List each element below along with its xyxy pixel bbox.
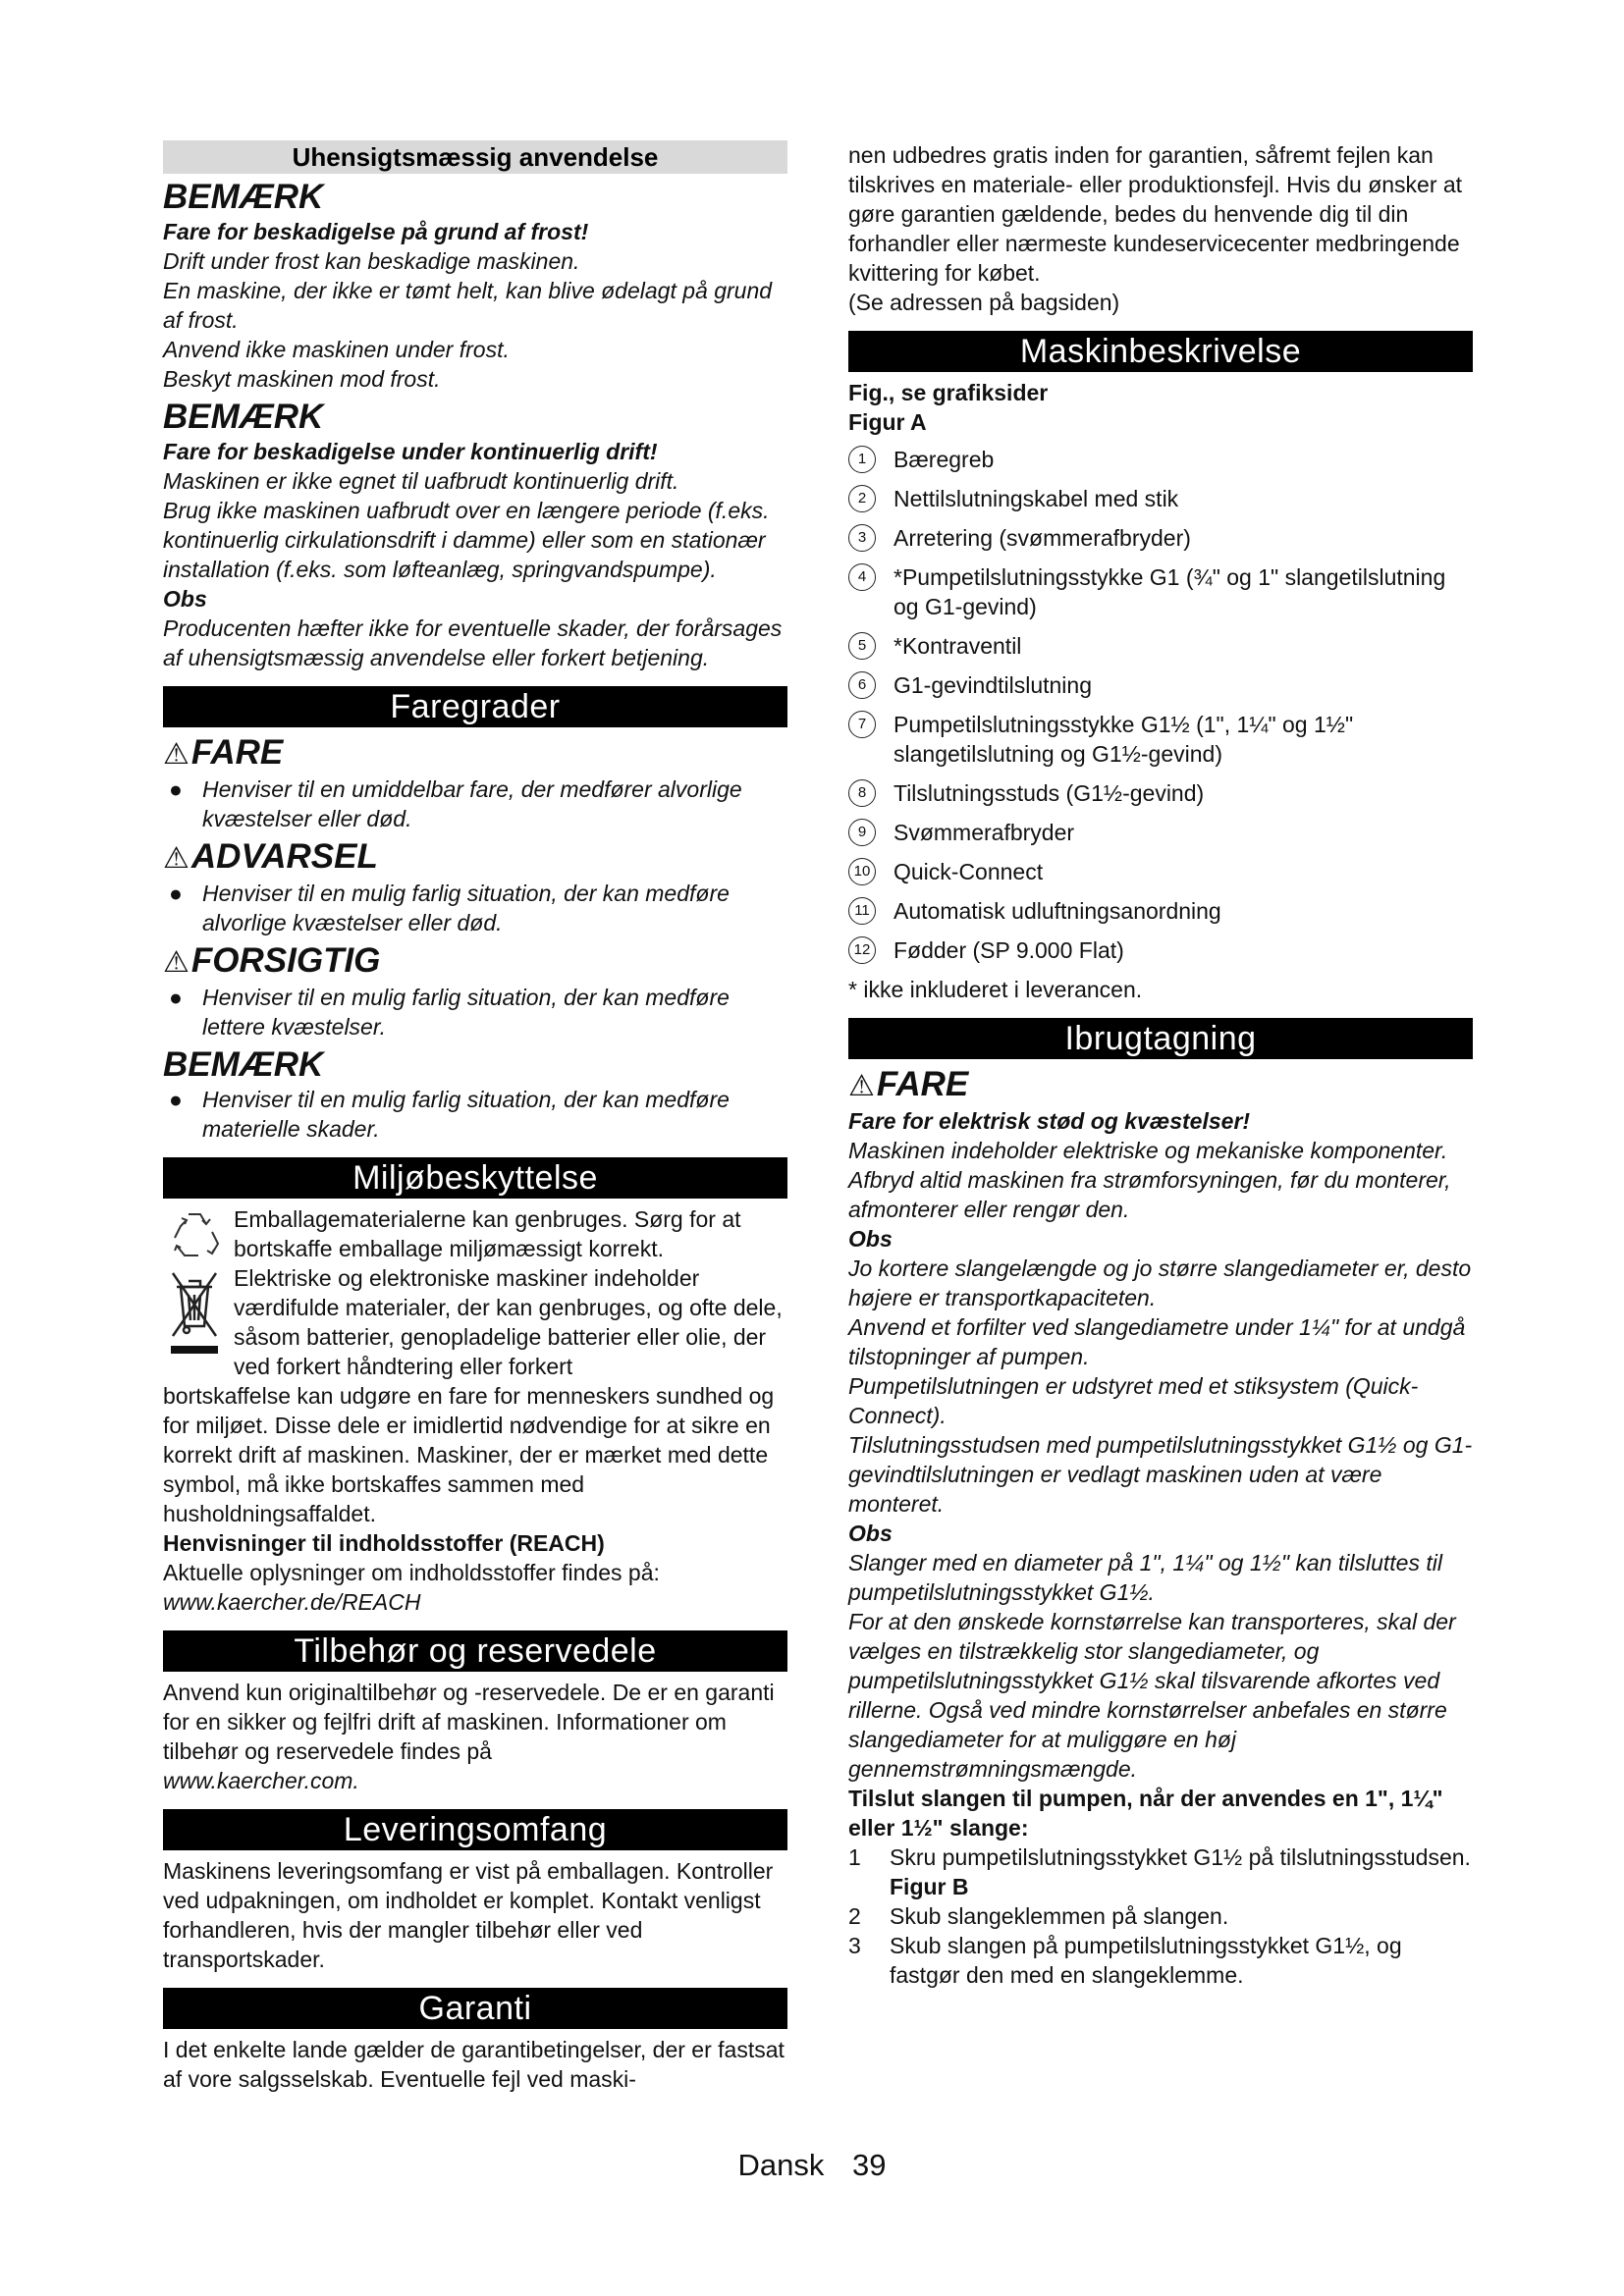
warranty-address-note: (Se adressen på bagsiden) (848, 290, 1120, 315)
warning-triangle-icon: ⚠ (848, 1070, 875, 1102)
parts-list-item: 7 Pumpetilslutningsstykke G1½ (1", 1¼" og 1½" slangetilslutning og G1½-gevind) (848, 710, 1473, 769)
obs-text: Tilslutningsstudsen med pumpetilslutningsstykket G1½ og G1-gevindtilslutningen er vedlagt maskinen uden at være monteret. (848, 1432, 1473, 1517)
notice-text: En maskine, der ikke er tømt helt, kan blive ødelagt på grund af frost. (163, 278, 773, 333)
number-circle-icon: 10 (848, 858, 876, 885)
delivery-text: Maskinens leveringsomfang er vist på emballagen. Kontroller ved udpakningen, om indholdet er komplet. Kontakt venligst forhandleren, hvis der mangler tilbehør eller ved transportskader. (163, 1858, 774, 1972)
obs-text: Anvend et forfilter ved slangediametre under 1¼" for at undgå tilstopninger af pumpen. (848, 1314, 1466, 1369)
obs-text: Slanger med en diameter på 1", 1¼" og 1½" kan tilsluttes til pumpetilslutningsstykket G1½. (848, 1550, 1442, 1605)
obs-label: Obs (163, 586, 207, 612)
parts-list-item: 12 Fødder (SP 9.000 Flat) (848, 935, 1473, 965)
number-circle-icon: 5 (848, 632, 876, 660)
notice-subtitle: Fare for beskadigelse under kontinuerlig drift! (163, 439, 658, 464)
notice-title: BEMÆRK (163, 398, 324, 436)
step-number: 1 (848, 1844, 861, 1870)
notice-title: BEMÆRK (163, 178, 324, 216)
hazard-danger-title (163, 733, 787, 774)
environment-weee (163, 1263, 787, 1381)
left-column (163, 140, 787, 2094)
figure-reference: Fig., se grafiksider (848, 380, 1049, 405)
notice-text: Brug ikke maskinen uafbrudt over en længere periode (f.eks. kontinuerlig cirkulationsdrift i damme) eller som en stationær installation (f.eks. som løfteanlæg, springvandspumpe). (163, 498, 770, 582)
number-circle-icon: 1 (848, 446, 876, 473)
section-header-scope-of-delivery: Leveringsomfang (163, 1809, 787, 1850)
section-header-accessories: Tilbehør og reservedele (163, 1630, 787, 1672)
warning-triangle-icon: ⚠ (163, 842, 189, 875)
hazard-caution-text: ● Henviser til en mulig farlig situation, der kan medføre lettere kvæstelser. (169, 985, 730, 1040)
obs-text: Producenten hæfter ikke for eventuelle skader, der forårsages af uhensigtsmæssig anvendelse eller forkert betjening. (163, 615, 783, 670)
environment-text: Emballagematerialerne kan genbruges. Sørg for at bortskaffe emballage miljømæssigt korrekt. (234, 1206, 741, 1261)
parts-list-item: 8 Tilslutningsstuds (G1½-gevind) (848, 778, 1473, 808)
connect-hose-title: Tilslut slangen til pumpen, når der anvendes en 1", 1¼" eller 1½" slange: (848, 1786, 1443, 1841)
warning-triangle-icon: ⚠ (163, 946, 189, 979)
hazard-caution-title (163, 941, 787, 983)
reach-title: Henvisninger til indholdsstoffer (REACH) (163, 1530, 605, 1556)
number-circle-icon: 4 (848, 563, 876, 591)
environment-recycling (163, 1204, 787, 1263)
hazard-notice-text: ● Henviser til en mulig farlig situation, der kan medføre materielle skader. (169, 1087, 730, 1142)
danger-text: Afbryd altid maskinen fra strømforsyningen, før du monterer, afmonterer eller rengør den. (848, 1167, 1451, 1222)
hazard-notice-title: BEMÆRK (163, 1045, 324, 1084)
step-number: 3 (848, 1933, 861, 1958)
reach-url[interactable]: www.kaercher.de/REACH (163, 1589, 421, 1615)
environment-weee-text: Elektriske og elektroniske maskiner indeholder værdifulde materialer, der kan genbruges, og ofte dele, såsom batterier, genopladelige batterier eller olie, der ved forkert håndtering eller forkert (234, 1265, 783, 1379)
obs-label: Obs (848, 1226, 893, 1252)
step-item: 2 Skub slangeklemmen på slangen. (848, 1903, 1229, 1929)
accessories-url[interactable]: www.kaercher.com. (163, 1768, 359, 1793)
obs-text: Pumpetilslutningen er udstyret med et stiksystem (Quick-Connect). (848, 1373, 1419, 1428)
number-circle-icon: 2 (848, 485, 876, 512)
page-footer (0, 2146, 1624, 2185)
step-number: 2 (848, 1903, 861, 1929)
hazard-warning-title (163, 837, 787, 879)
notice-text: Maskinen er ikke egnet til uafbrudt kontinuerlig drift. (163, 468, 679, 494)
footer-language: Dansk (737, 2148, 825, 2182)
right-column (848, 140, 1473, 1990)
obs-label: Obs (848, 1521, 893, 1546)
obs-text: Jo kortere slangelængde og jo større slangediameter er, desto højere er transportkapaciteten. (848, 1255, 1472, 1310)
section-header-improper-use: Uhensigtsmæssig anvendelse (163, 140, 787, 174)
number-circle-icon: 6 (848, 671, 876, 699)
parts-list-item: 11 Automatisk udluftningsanordning (848, 896, 1473, 926)
warning-triangle-icon: ⚠ (163, 738, 189, 771)
section-header-startup: Ibrugtagning (848, 1018, 1473, 1059)
crossed-bin-icon (167, 1265, 222, 1364)
warranty-text-cont: nen udbedres gratis inden for garantien, såfremt fejlen kan tilskrives en materiale- eller produktionsfejl. Hvis du ønsker at gøre garantien gældende, bedes du henvende dig til din forhandler eller nærmeste kundeservicecenter medbringende kvittering for købet. (848, 142, 1463, 286)
number-circle-icon: 9 (848, 819, 876, 846)
number-circle-icon: 12 (848, 936, 876, 964)
parts-list-item: 9 Svømmerafbryder (848, 818, 1473, 847)
hazard-caution-label: FORSIGTIG (190, 941, 381, 980)
reach-text: Aktuelle oplysninger om indholdsstoffer findes på: (163, 1560, 660, 1585)
parts-list (848, 445, 1473, 965)
accessories-text: Anvend kun originaltilbehør og -reservedele. De er en garanti for en sikker og fejlfri drift af maskinen. Informationer om tilbehør og reservedele findes på (163, 1680, 775, 1764)
hazard-danger-label: FARE (190, 733, 284, 772)
parts-list-item: 2 Nettilslutningskabel med stik (848, 484, 1473, 513)
notice-subtitle: Fare for beskadigelse på grund af frost! (163, 219, 589, 244)
bullet-icon: ● (169, 881, 183, 906)
section-header-environment: Miljøbeskyttelse (163, 1157, 787, 1199)
number-circle-icon: 7 (848, 711, 876, 738)
number-circle-icon: 8 (848, 779, 876, 807)
bullet-icon: ● (169, 1087, 183, 1112)
hazard-warning-label: ADVARSEL (190, 837, 378, 876)
bullet-icon: ● (169, 985, 183, 1010)
hazard-warning-text: ● Henviser til en mulig farlig situation, der kan medføre alvorlige kvæstelser eller død. (169, 881, 730, 935)
parts-list-item: 3 Arretering (svømmerafbryder) (848, 523, 1473, 553)
parts-list-item: 4 *Pumpetilslutningsstykke G1 (¾" og 1" slangetilslutning og G1-gevind) (848, 562, 1473, 621)
hazard-danger-title (848, 1065, 1473, 1106)
parts-list-item: 6 G1-gevindtilslutning (848, 670, 1473, 700)
parts-list-item: 10 Quick-Connect (848, 857, 1473, 886)
parts-list-item: 1 Bæregreb (848, 445, 1473, 474)
environment-weee-text-cont: bortskaffelse kan udgøre en fare for menneskers sundhed og for miljøet. Disse dele er imidlertid nødvendige for at sikre en korrekt drift af maskinen. Maskiner, der er mærket med dette symbol, må ikke bortskaffes sammen med husholdningsaffaldet. (163, 1383, 775, 1526)
hazard-danger-text: ● Henviser til en umiddelbar fare, der medfører alvorlige kvæstelser eller død. (169, 776, 742, 831)
bullet-icon: ● (169, 776, 183, 802)
step-item: 1 Skru pumpetilslutningsstykket G1½ på tilslutningsstudsen. (848, 1844, 1471, 1870)
notice-text: Drift under frost kan beskadige maskinen. (163, 248, 580, 274)
hazard-danger-label: FARE (876, 1065, 969, 1103)
figure-a-label: Figur A (848, 409, 927, 435)
section-header-hazard-levels: Faregrader (163, 686, 787, 727)
obs-text: For at den ønskede kornstørrelse kan transporteres, skal der vælges en tilstrækkelig stor slangediameter, og pumpetilslutningsstykket G1½ skal tilsvarende afkortes ved rillerne. Også ved mindre kornstørrelser anbefales en større slangediameter for at muliggøre en høj gennemstrømningsmængde. (848, 1609, 1456, 1782)
notice-text: Beskyt maskinen mod frost. (163, 366, 441, 392)
danger-text: Maskinen indeholder elektriske og mekaniske komponenter. (848, 1138, 1448, 1163)
parts-list-item: 5 *Kontraventil (848, 631, 1473, 661)
danger-subtitle: Fare for elektrisk stød og kvæstelser! (848, 1108, 1251, 1134)
number-circle-icon: 11 (848, 897, 876, 925)
recycling-icon (167, 1206, 222, 1266)
number-circle-icon: 3 (848, 524, 876, 552)
section-header-warranty: Garanti (163, 1988, 787, 2029)
page-number: 39 (852, 2148, 887, 2182)
figure-b-label: Figur B (890, 1874, 969, 1899)
warranty-text: I det enkelte lande gælder de garantibetingelser, der er fastsat af vore salgsselskab. Eventuelle fejl ved maski- (163, 2037, 785, 2092)
notice-text: Anvend ikke maskinen under frost. (163, 337, 510, 362)
section-header-machine-description: Maskinbeskrivelse (848, 331, 1473, 372)
step-item: 3 Skub slangen på pumpetilslutningsstykket G1½, og fastgør den med en slangeklemme. (848, 1933, 1402, 1988)
not-included-note: * ikke inkluderet i leverancen. (848, 977, 1143, 1002)
